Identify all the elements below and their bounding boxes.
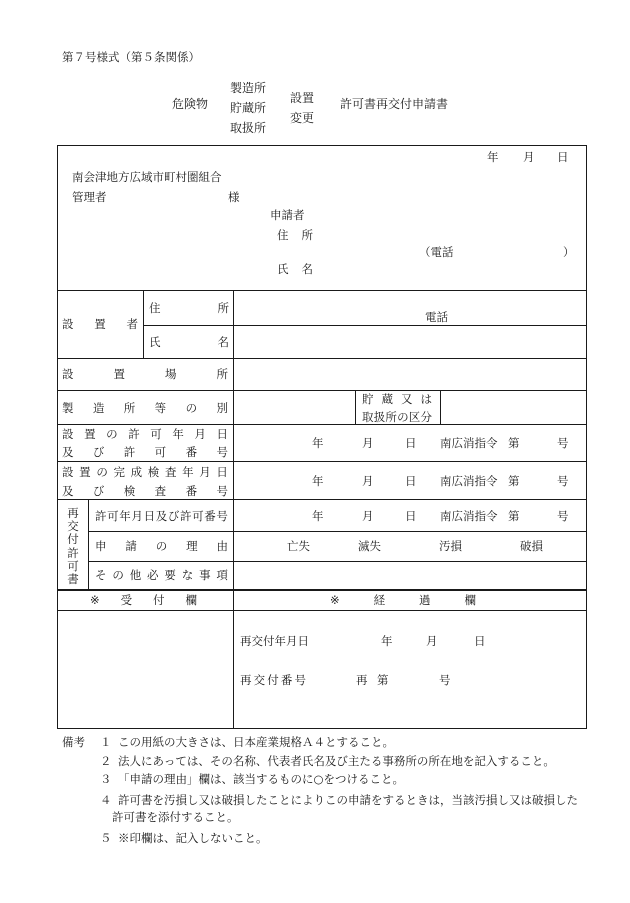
reissue-permit-order: 南広消指令 xyxy=(440,509,498,523)
note-1-text: この用紙の大きさは、日本産業規格Ａ４とすること。 xyxy=(118,735,394,749)
title-facility-handling: 取扱所 xyxy=(230,121,267,135)
title-suffix: 許可書再交付申請書 xyxy=(340,97,449,111)
note-4-text: 許可書を汚損し又は破損したことによりこの申請をするときは，当該汚損し又は破損した xyxy=(118,793,578,807)
inspection-day: 日 xyxy=(405,474,417,488)
progress-label: ※ 経 過 欄 xyxy=(330,593,476,607)
note-3-text: 「申請の理由」欄は、該当するものに○をつけること。 xyxy=(118,772,405,786)
inspection-order: 南広消指令 xyxy=(440,474,498,488)
applicant-label: 申請者 xyxy=(270,208,305,222)
reissue-no-re: 再 xyxy=(356,673,368,687)
other-matters-label-cell xyxy=(88,561,234,591)
progress-header-cell xyxy=(233,589,587,611)
reissue-date-day: 日 xyxy=(474,634,486,648)
honorific: 様 xyxy=(228,190,240,204)
permit-label-cell xyxy=(57,424,234,462)
title-facility-manufacturing: 製造所 xyxy=(230,81,267,95)
facility-type-label-cell xyxy=(57,390,234,425)
installer-name-value xyxy=(233,325,587,359)
note-4-number: ４ xyxy=(100,793,112,807)
reissue-permit-value xyxy=(233,499,587,532)
title-prefix: 危険物 xyxy=(172,97,209,111)
reason-lost: 亡失 xyxy=(287,539,310,553)
addressee-title: 管理者 xyxy=(72,190,107,204)
facility-type-label: 製 造 所 等 の 別 xyxy=(62,401,228,415)
date-year-label: 年 xyxy=(487,150,499,164)
storage-class-label-cell xyxy=(355,390,441,425)
permit-order: 南広消指令 xyxy=(440,436,498,450)
inspection-label-line2: 及 び 検 査 番 号 xyxy=(62,484,228,498)
storage-class-value xyxy=(440,390,587,425)
reissue-date-month: 月 xyxy=(426,634,438,648)
reissue-permit-year: 年 xyxy=(312,509,324,523)
note-4-continuation: 許可書を添付すること。 xyxy=(112,810,239,824)
reception-body xyxy=(57,610,234,729)
note-3-number: ３ xyxy=(100,772,112,786)
installer-name-label-cell xyxy=(143,325,234,359)
date-month-label: 月 xyxy=(523,150,535,164)
progress-body xyxy=(233,610,587,729)
inspection-year: 年 xyxy=(312,474,324,488)
applicant-phone-close: ） xyxy=(563,245,575,259)
installer-phone-label: 電話 xyxy=(425,310,448,324)
inspection-month: 月 xyxy=(362,474,374,488)
note-5-number: ５ xyxy=(100,831,112,845)
reason-damaged: 破損 xyxy=(520,539,543,553)
reason-label-cell xyxy=(88,531,234,562)
install-location-value xyxy=(233,358,587,391)
permit-no-suffix: 号 xyxy=(557,436,569,450)
note-2-number: ２ xyxy=(100,754,112,768)
reissue-permit-no-prefix: 第 xyxy=(508,509,520,523)
installer-address-label: 住 所 xyxy=(149,301,229,315)
notes-heading: 備考 xyxy=(62,735,85,749)
title-action-change: 変更 xyxy=(290,111,315,125)
inspection-value xyxy=(233,461,587,500)
reissue-date-label: 再交付年月日 xyxy=(240,634,309,648)
header-block xyxy=(57,145,587,291)
installer-name-label: 氏 名 xyxy=(149,335,229,349)
storage-class-label-line2: 取 扱 所 の 区 分 xyxy=(362,410,432,424)
permit-year: 年 xyxy=(312,436,324,450)
installer-label: 設 置 者 xyxy=(62,317,138,331)
applicant-phone-open: （電話 xyxy=(419,245,454,259)
reissue-group-label: 再 交 付 許 可 書 xyxy=(67,506,79,586)
reissue-permit-day: 日 xyxy=(405,509,417,523)
date-day-label: 日 xyxy=(557,150,569,164)
form-number: 第７号様式（第５条関係） xyxy=(62,50,200,64)
reason-destroyed: 滅失 xyxy=(358,539,381,553)
inspection-no-suffix: 号 xyxy=(557,474,569,488)
other-matters-value xyxy=(233,561,587,591)
installer-label-cell xyxy=(57,290,144,359)
reissue-permit-no-suffix: 号 xyxy=(557,509,569,523)
inspection-label-line1: 設 置 の 完 成 検 査 年 月 日 xyxy=(62,465,228,479)
reception-label: ※ 受 付 欄 xyxy=(90,593,197,607)
permit-day: 日 xyxy=(405,436,417,450)
title-facility-storage: 貯蔵所 xyxy=(230,101,267,115)
permit-month: 月 xyxy=(362,436,374,450)
reason-soiled: 汚損 xyxy=(439,539,462,553)
reissue-date-year: 年 xyxy=(381,634,393,648)
addressee-org: 南会津地方広域市町村圏組合 xyxy=(72,170,222,184)
note-2-text: 法人にあっては、その名称、代表者氏名及び主たる事務所の所在地を記入すること。 xyxy=(118,754,555,768)
applicant-address-label: 住 所 xyxy=(277,228,313,242)
reason-label: 申 請 の 理 由 xyxy=(95,539,228,553)
reissue-group-label-cell xyxy=(57,499,89,591)
reissue-no-label: 再 交 付 番 号 xyxy=(240,673,306,687)
permit-label-line2: 及 び 許 可 番 号 xyxy=(62,445,228,459)
facility-type-value xyxy=(233,390,356,425)
note-1-number: １ xyxy=(100,735,112,749)
install-location-label: 設 置 場 所 xyxy=(62,367,228,381)
reason-value xyxy=(233,531,587,562)
reception-header-cell xyxy=(57,589,234,611)
reissue-permit-label-cell xyxy=(88,499,234,532)
permit-no-prefix: 第 xyxy=(508,436,520,450)
inspection-label-cell xyxy=(57,461,234,500)
storage-class-label-line1: 貯 蔵 又 は xyxy=(362,392,432,406)
permit-value xyxy=(233,424,587,462)
reissue-no-suffix: 号 xyxy=(439,673,451,687)
reissue-no-prefix: 第 xyxy=(377,673,389,687)
install-location-label-cell xyxy=(57,358,234,391)
installer-address-value xyxy=(233,290,587,326)
title-action-install: 設置 xyxy=(290,91,315,105)
applicant-name-label: 氏 名 xyxy=(277,262,313,276)
reissue-permit-label: 許 可 年 月 日 及 び 許 可 番 号 xyxy=(95,509,228,523)
permit-label-line1: 設 置 の 許 可 年 月 日 xyxy=(62,427,228,441)
note-5-text: ※印欄は、記入しないこと。 xyxy=(118,831,268,845)
installer-address-label-cell xyxy=(143,290,234,326)
inspection-no-prefix: 第 xyxy=(508,474,520,488)
reissue-permit-month: 月 xyxy=(362,509,374,523)
other-matters-label: そ の 他 必 要 な 事 項 xyxy=(95,568,228,582)
